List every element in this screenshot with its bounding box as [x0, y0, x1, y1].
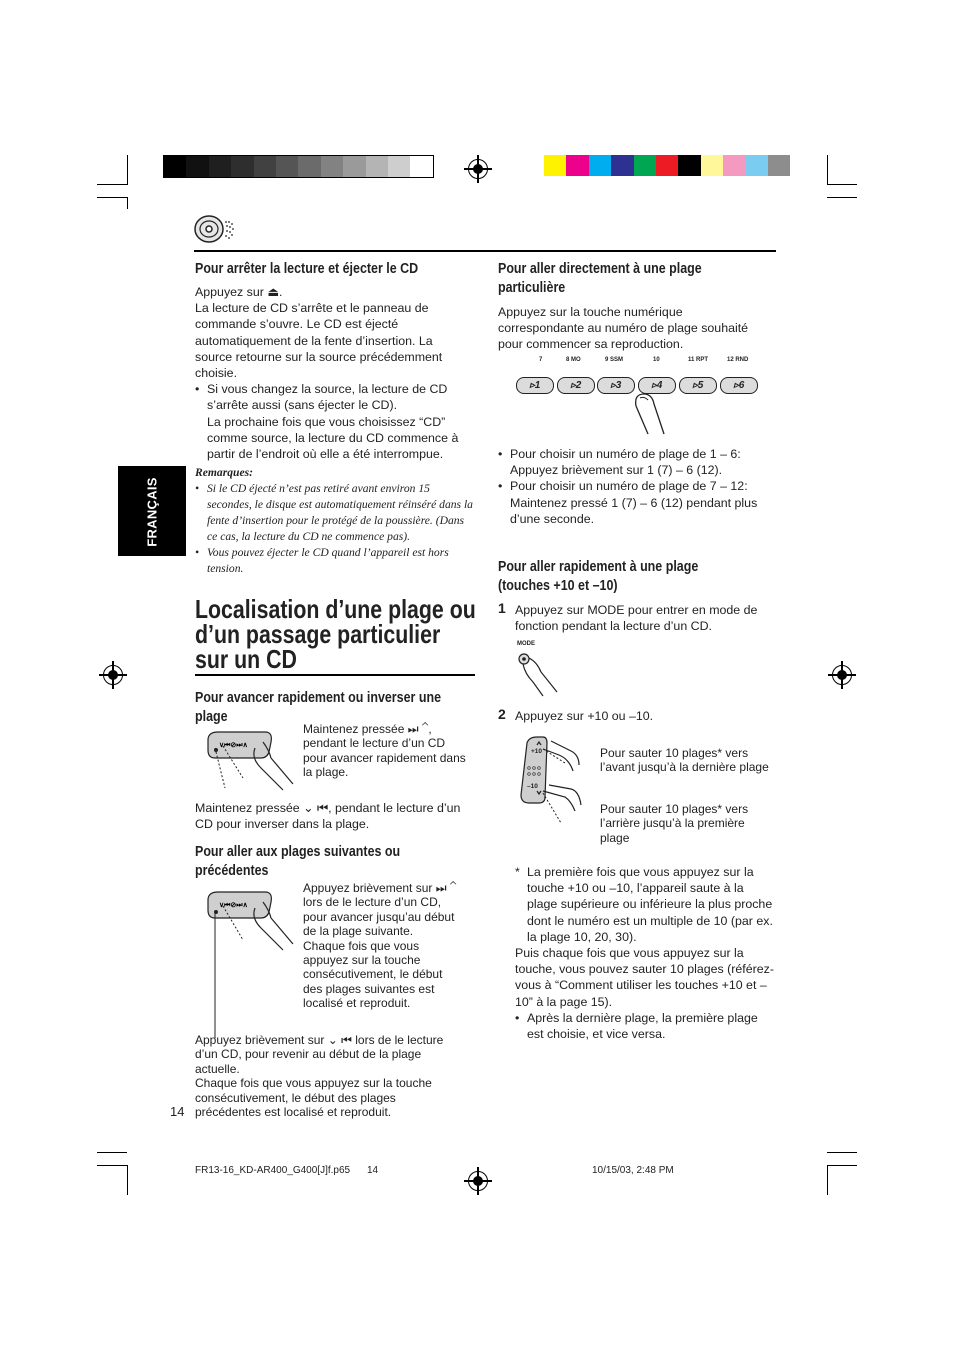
bullet-item: • Si vous changez la source, la lecture de CD s’arrête aussi (sans éjecter le CD). La prochaine fois que vous choisissez “CD” comme source, la lecture du CD commence à partir de l’endroit où elle a été interrompue.	[195, 381, 470, 462]
step-number: 2	[498, 706, 506, 722]
crop-mark	[827, 197, 857, 198]
direct-body: Appuyez sur la touche numérique correspondante au numéro de plage souhaité pour commencer sa reproduction.	[498, 305, 749, 352]
direct-section	[498, 260, 768, 298]
registration-mark	[103, 665, 123, 685]
stop-eject-section	[195, 260, 515, 279]
step1-text: Appuyez sur MODE pour entrer en mode de fonction pendant la lecture d’un CD.	[515, 603, 758, 634]
registration-mark	[468, 159, 488, 179]
color-swatch	[589, 155, 611, 176]
gray-swatch	[366, 156, 388, 177]
plus10-label: +10	[531, 748, 543, 755]
body-text: Appuyez brièvement sur ⌄ ⏮ lors de le lecture d’un CD, pour revenir au début de la plage actuelle.	[195, 1033, 444, 1076]
gray-swatch	[298, 156, 320, 177]
cd-icon	[193, 214, 237, 249]
skip-section	[498, 558, 778, 596]
remarks-title: Remarques:	[195, 466, 253, 479]
key-label: 7	[539, 357, 543, 363]
footnote-mark: *	[515, 865, 520, 879]
body-text: Appuyez sur ⏏.	[195, 285, 283, 299]
fast-reverse-text: Maintenez pressée ⌄ ⏮, pendant le lecture d’un CD pour inverser dans la plage.	[195, 801, 461, 832]
title-rule	[195, 674, 475, 676]
registration-mark	[468, 1171, 488, 1191]
mode-label: MODE	[517, 641, 535, 647]
crop-mark	[127, 155, 128, 185]
remark-item: • Si le CD éjecté n’est pas retiré avant environ 15 secondes, le disque est automatiquement réinséré dans la fente d’insertion pour le protégé de la poussière. (Dans ce cas, la lecture du CD ne commence pas).	[195, 481, 477, 545]
gray-swatch	[388, 156, 410, 177]
mode-button-illustration	[517, 652, 567, 705]
forward-note: Pour sauter 10 plages* vers l’avant jusqu’à la dernière plage	[600, 746, 769, 775]
color-swatch	[701, 155, 723, 176]
gray-swatch	[410, 156, 432, 177]
number-key-2[interactable]: ▹2	[557, 377, 595, 394]
crop-mark	[97, 184, 127, 185]
direct-bullets	[498, 446, 773, 527]
section-heading: Pour arrêter la lecture et éjecter le CD	[195, 261, 419, 277]
gray-swatch	[254, 156, 276, 177]
color-swatch	[723, 155, 745, 176]
crop-mark	[127, 197, 128, 209]
bullet-item: • Pour choisir un numéro de plage de 7 – 12: Maintenez pressé 1 (7) – 6 (12) pendant plus d’une seconde.	[498, 478, 773, 527]
next-text	[303, 881, 463, 1011]
page-title: Localisation d’une plage ou d’un passage particulier sur un CD	[195, 594, 476, 674]
fast-forward-text: Maintenez pressée ⏭ ⌃, pendant le lecture d’un CD pour avancer rapidement dans la plage.	[303, 722, 466, 780]
grayscale-calibration-bar	[163, 155, 434, 178]
back-note: Pour sauter 10 plages* vers l’arrière jusqu’à la première plage	[600, 802, 749, 845]
color-swatch	[566, 155, 588, 176]
body-text: Appuyez brièvement sur ⏭ ⌃ lors de le lecture d’un CD, pour avancer jusqu’au début de la plage suivante.	[303, 881, 457, 939]
key-label: 8 MO	[566, 357, 581, 363]
crop-mark	[827, 184, 857, 185]
gray-swatch	[276, 156, 298, 177]
remark-item: • Vous pouvez éjecter le CD quand l’appareil est hors tension.	[195, 545, 477, 577]
footer-date: 10/15/03, 2:48 PM	[592, 1165, 674, 1176]
language-tab-label: FRANÇAIS	[144, 477, 160, 547]
number-key-5[interactable]: ▹5	[679, 377, 717, 394]
color-calibration-bar	[544, 155, 790, 176]
section-heading: Pour aller directement à une plage particulière	[498, 261, 702, 296]
section-heading: Pour avancer rapidement ou inverser une plage	[195, 690, 442, 725]
language-tab	[118, 466, 186, 556]
footnote	[515, 864, 777, 1042]
svg-text:∨⏮⊘⏭∧: ∨⏮⊘⏭∧	[219, 742, 248, 749]
crop-mark	[127, 1165, 128, 1195]
crop-mark	[827, 155, 828, 185]
crop-mark	[827, 1165, 857, 1166]
gray-swatch	[321, 156, 343, 177]
color-swatch	[544, 155, 566, 176]
bullet-item: • Après la dernière plage, la première plage est choisie, et vice versa.	[515, 1010, 777, 1042]
body-text: Puis chaque fois que vous appuyez sur la touche, vous pouvez sauter 10 plages (référez-vous à “Comment utiliser les touches +10 et –10” à la page 15).	[515, 946, 774, 1009]
section-heading: Pour aller rapidement à une plage (touches +10 et –10)	[498, 559, 699, 594]
number-key-6[interactable]: ▹6	[720, 377, 758, 394]
section-heading: Pour aller aux plages suivantes ou précédentes	[195, 844, 401, 879]
header-rule	[194, 250, 776, 252]
number-key-1[interactable]: ▹1	[516, 377, 554, 394]
main-title-block	[195, 594, 540, 674]
key-label: 10	[653, 357, 660, 363]
body-text: Chaque fois que vous appuyez sur la touche consécutivement, le début des plages précédentes est localisé et reproduit.	[195, 1076, 432, 1120]
footnote-text: La première fois que vous appuyez sur la touche +10 ou –10, l’appareil saute à la plage supérieure ou inférieure la plus proche dont le numéro est un multiple de 10 (par ex. la plage 10, 20, 30).	[527, 865, 773, 944]
prev-text	[195, 1033, 460, 1119]
stop-eject-body	[195, 284, 470, 462]
footer-page: 14	[367, 1165, 379, 1176]
number-key-4[interactable]: ▹4	[638, 377, 676, 394]
crop-mark	[97, 1152, 127, 1153]
number-key-3[interactable]: ▹3	[597, 377, 635, 394]
step2-text: Appuyez sur +10 ou –10.	[515, 709, 654, 723]
body-text: La lecture de CD s’arrête et le panneau de commande s’ouvre. Le CD est éjecté automatiquement de la fente d’insertion. La source retourne sur la source précédemment choisie.	[195, 301, 443, 381]
gray-swatch	[209, 156, 231, 177]
body-text: Chaque fois que vous appuyez sur la touche consécutivement, le début des plages suivantes est localisé et reproduit.	[303, 938, 443, 1011]
gray-swatch	[231, 156, 253, 177]
gray-swatch	[164, 156, 186, 177]
registration-mark	[832, 665, 852, 685]
page-number: 14	[170, 1104, 185, 1119]
color-swatch	[634, 155, 656, 176]
gray-swatch	[343, 156, 365, 177]
key-label: 11 RPT	[688, 357, 709, 363]
crop-mark	[97, 197, 127, 198]
crop-mark	[827, 1165, 828, 1195]
control-illustration	[203, 728, 303, 803]
crop-mark	[827, 1152, 857, 1153]
bullet-item: • Pour choisir un numéro de plage de 1 – 6: Appuyez brièvement sur 1 (7) – 6 (12).	[498, 446, 773, 478]
footer-filename: FR13-16_KD-AR400_G400[J]f.p65	[195, 1165, 351, 1176]
svg-text:∨⏮⊘⏭∧: ∨⏮⊘⏭∧	[219, 902, 248, 909]
remarks	[195, 465, 477, 577]
finger-illustration	[630, 388, 680, 443]
color-swatch	[768, 155, 790, 176]
minus10-label: –10	[527, 783, 538, 790]
control-illustration	[203, 888, 303, 1043]
color-swatch	[746, 155, 768, 176]
key-label: 12 RND	[727, 357, 749, 363]
step-number: 1	[498, 600, 506, 616]
next-prev-section	[195, 843, 515, 881]
color-swatch	[611, 155, 633, 176]
color-swatch	[656, 155, 678, 176]
crop-mark	[97, 1165, 127, 1166]
gray-swatch	[186, 156, 208, 177]
color-swatch	[678, 155, 700, 176]
key-label: 9 SSM	[605, 357, 624, 363]
